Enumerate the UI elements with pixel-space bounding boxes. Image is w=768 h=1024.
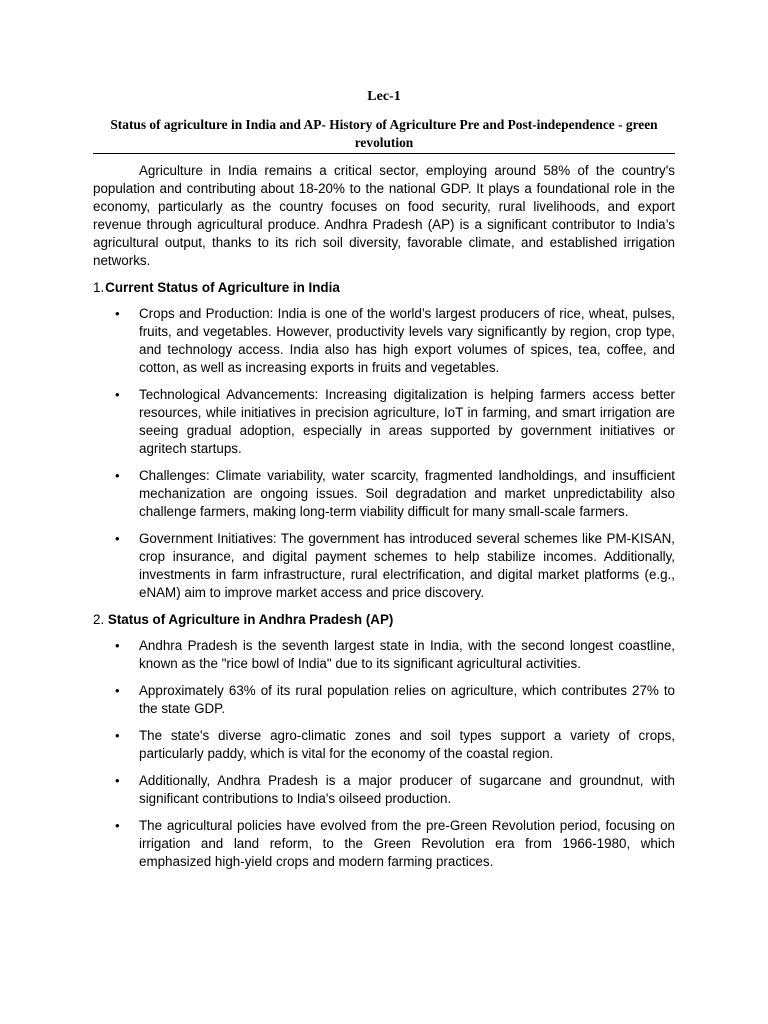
section-number: 2. [93,612,105,627]
list-item [93,727,675,763]
list-item [93,386,675,458]
list-item-text: Technological Advancements: Increasing digitalization is helping farmers access better resources, while initiatives in precision agriculture, IoT in farming, and smart irrigation are seeing gradual adoption, especially in areas supported by government initiatives or agritech startups. [139,387,675,456]
list-item [93,637,675,673]
section-number: 1. [93,280,105,295]
list-item [93,530,675,602]
bullet-icon: • [115,683,120,698]
document-page [93,88,675,880]
list-item-text: The agricultural policies have evolved from the pre-Green Revolution period, focusing on irrigation and land reform, to the Green Revolution era from 1966-1980, which emphasized high-yield crops and modern farming practices. [139,818,675,869]
bullet-icon: • [115,468,120,483]
list-item [93,467,675,521]
list-item-text: Andhra Pradesh is the seventh largest state in India, with the second longest coastline, known as the "rice bowl of India" due to its significant agricultural activities. [139,638,675,671]
list-item [93,682,675,718]
bullet-list-india [93,305,675,602]
bullet-icon: • [115,638,120,653]
intro-paragraph: Agriculture in India remains a critical sector, employing around 58% of the country's population and contributing about 18-20% to the national GDP. It plays a foundational role in the economy, particularly as the country focuses on food security, rural livelihoods, and export revenue through agricultural produce. Andhra Pradesh (AP) is a significant contributor to India’s agricultural output, thanks to its rich soil diversity, favorable climate, and established irrigation networks. [93,163,675,268]
list-item [93,772,675,808]
bullet-icon: • [115,531,120,546]
document-title: Status of agriculture in India and AP- History of Agriculture Pre and Post-independence - green revolution [93,116,675,154]
section-heading-india [93,279,675,297]
list-item-text: Approximately 63% of its rural population relies on agriculture, which contributes 27% to the state GDP. [139,683,675,716]
section-title: Status of Agriculture in Andhra Pradesh (AP) [107,612,394,627]
bullet-icon: • [115,818,120,833]
bullet-icon: • [115,306,120,321]
list-item-text: The state's diverse agro-climatic zones and soil types support a variety of crops, particularly paddy, which is vital for the economy of the coastal region. [139,728,675,761]
list-item-text: Crops and Production: India is one of the world’s largest producers of rice, wheat, pulses, fruits, and vegetables. However, productivity levels vary significantly by region, crop type, and technology access. India also has high export volumes of spices, tea, coffee, and cotton, as well as increasing exports in fruits and vegetables. [139,306,675,375]
list-item [93,305,675,377]
lecture-label: Lec-1 [367,89,401,104]
list-item-text: Government Initiatives: The government has introduced several schemes like PM-KISAN, crop insurance, and digital payment schemes to help stabilize incomes. Additionally, investments in farm infrastructure, rural electrification, and digital market platforms (e.g., eNAM) aim to improve market access and price discovery. [139,531,675,600]
list-item-text: Challenges: Climate variability, water scarcity, fragmented landholdings, and insufficient mechanization are ongoing issues. Soil degradation and market unpredictability also challenge farmers, making long-term viability difficult for many small-scale farmers. [139,468,675,519]
section-title: Current Status of Agriculture in India [105,280,340,295]
bullet-icon: • [115,728,120,743]
list-item-text: Additionally, Andhra Pradesh is a major producer of sugarcane and groundnut, with significant contributions to India's oilseed production. [139,773,675,806]
bullet-icon: • [115,773,120,788]
bullet-list-ap [93,637,675,871]
section-heading-ap [93,611,675,629]
list-item [93,817,675,871]
bullet-icon: • [115,387,120,402]
